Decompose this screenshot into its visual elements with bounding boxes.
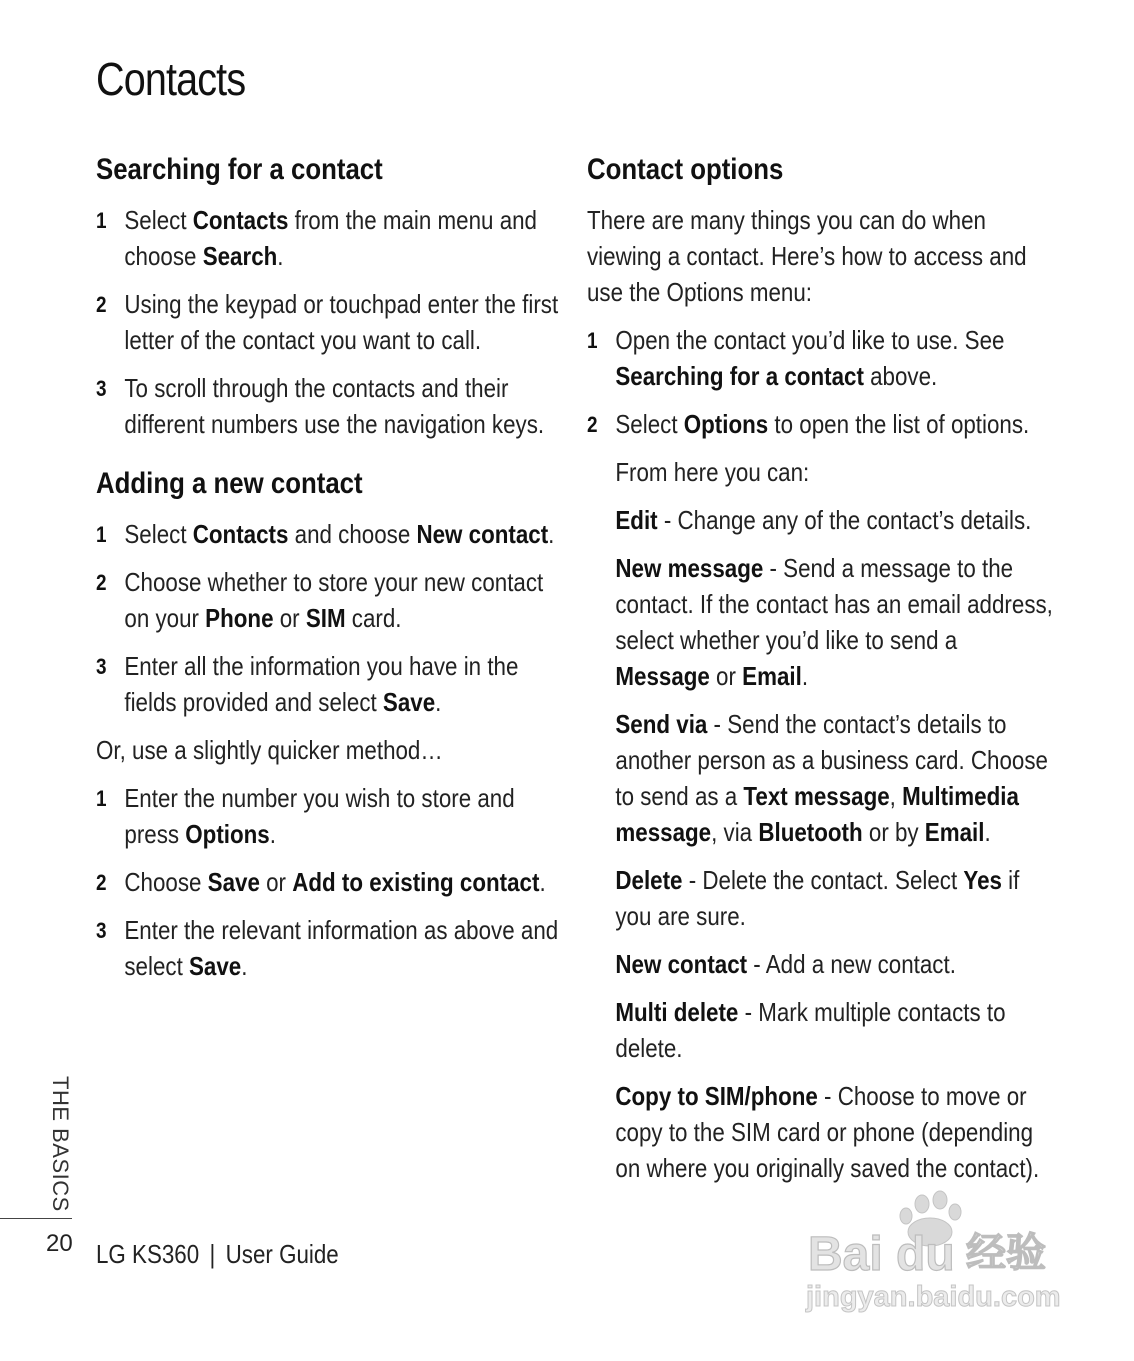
- section-heading: Contact options: [587, 153, 784, 186]
- bold-term: Delete: [615, 865, 683, 895]
- chapter-label: THE BASICS: [48, 1076, 73, 1212]
- step-number: 3: [96, 654, 107, 679]
- bold-term: New contact: [416, 519, 549, 549]
- footer-model: LG KS360: [96, 1239, 200, 1269]
- step-list: [96, 780, 565, 984]
- bold-term: Contacts: [192, 519, 289, 549]
- bold-term: Searching for a contact: [615, 361, 864, 391]
- option-item: New contact - Add a new contact.: [615, 949, 956, 979]
- footer-separator: |: [209, 1239, 216, 1269]
- paw-icon: [915, 1195, 929, 1213]
- bold-term: Text message: [743, 781, 890, 811]
- footer: [96, 1239, 339, 1270]
- list-item: 2 Choose Save or Add to existing contact.: [96, 864, 565, 900]
- step-list: [96, 202, 565, 442]
- section-search: [96, 150, 565, 442]
- list-item: 2 Using the keypad or touchpad enter the first letter of the contact you want to call.: [96, 289, 559, 355]
- step-list: [587, 322, 1056, 442]
- list-item: 1 Select Contacts and choose New contact.: [96, 516, 565, 552]
- option-item: Edit - Change any of the contact’s details.: [615, 505, 1032, 535]
- step-number: 2: [96, 570, 107, 595]
- step-list: [96, 516, 565, 720]
- bold-term: Send via: [615, 709, 708, 739]
- watermark-cn: 经验: [966, 1230, 1046, 1276]
- section-adding: [96, 464, 565, 984]
- bold-term: Bluetooth: [758, 817, 863, 847]
- page-title: Contacts: [96, 53, 246, 105]
- paragraph: From here you can:: [615, 457, 810, 487]
- bold-term: Save: [189, 951, 242, 981]
- bold-term: Contacts: [192, 205, 289, 235]
- step-number: 1: [587, 328, 598, 353]
- bold-term: Options: [683, 409, 769, 439]
- option-item: Multi delete - Mark multiple contacts to delete.: [615, 997, 1006, 1063]
- option-item: Copy to SIM/phone - Choose to move or copy to the SIM card or phone (depending on where you originally saved the contact).: [615, 1081, 1040, 1183]
- bold-term: Save: [207, 867, 260, 897]
- paragraph: Or, use a slightly quicker method…: [96, 735, 443, 765]
- bold-term: Email: [742, 661, 802, 691]
- section-contact-options: [587, 150, 1056, 1186]
- bold-term: Phone: [205, 603, 274, 633]
- bold-term: New contact: [615, 949, 748, 979]
- bold-term: SIM: [305, 603, 346, 633]
- page-number: 20: [46, 1230, 73, 1257]
- left-column: [96, 150, 559, 996]
- watermark-url: jingyan.baidu.com: [806, 1281, 1061, 1313]
- step-number: 1: [96, 522, 107, 547]
- list-item: 1 Enter the number you wish to store and press Options.: [96, 783, 515, 849]
- list-item: 2 Choose whether to store your new contact on your Phone or SIM card.: [96, 567, 544, 633]
- step-number: 3: [96, 376, 107, 401]
- bold-term: Multimedia message: [615, 781, 1019, 847]
- paragraph: There are many things you can do when viewing a contact. Here’s how to access and use the Options menu:: [587, 205, 1027, 307]
- bold-term: Multi delete: [615, 997, 739, 1027]
- bold-term: New message: [615, 553, 764, 583]
- option-list: [587, 502, 1056, 1186]
- bold-term: Yes: [963, 865, 1002, 895]
- right-column: [587, 150, 1057, 1198]
- bold-term: Save: [382, 687, 436, 717]
- option-item: New message - Send a message to the contact. If the contact has an email address, select whether you’d like to send a Message or Email.: [615, 553, 1053, 691]
- option-item: Send via - Send the contact’s details to another person as a business card. Choose to send as a Text message, Multimedia message, via Bluetooth or by Email.: [615, 709, 1048, 847]
- bold-term: Copy to SIM/phone: [615, 1081, 818, 1111]
- list-item: 3 Enter all the information you have in the fields provided and select Save.: [96, 651, 519, 717]
- bold-term: Options: [185, 819, 270, 849]
- section-heading: Searching for a contact: [96, 153, 383, 186]
- list-item: 2 Select Options to open the list of options.: [587, 406, 1056, 442]
- step-number: 1: [96, 786, 107, 811]
- watermark-brand: Bai du: [808, 1228, 955, 1281]
- bold-term: Add to existing contact: [292, 867, 540, 897]
- option-item: Delete - Delete the contact. Select Yes if you are sure.: [615, 865, 1020, 931]
- divider: [0, 1218, 72, 1219]
- list-item: 3 Enter the relevant information as above and select Save.: [96, 915, 559, 981]
- step-number: 1: [96, 208, 107, 233]
- section-heading: Adding a new contact: [96, 467, 363, 500]
- bold-term: Edit: [615, 505, 658, 535]
- bold-term: Email: [924, 817, 985, 847]
- step-number: 2: [587, 412, 598, 437]
- step-number: 2: [96, 292, 107, 317]
- baidu-jingyan-watermark: [800, 1190, 1070, 1320]
- step-number: 2: [96, 870, 107, 895]
- list-item: 3 To scroll through the contacts and their different numbers use the navigation keys.: [96, 373, 545, 439]
- footer-guide: User Guide: [225, 1239, 339, 1269]
- list-item: 1 Select Contacts from the main menu and choose Search.: [96, 205, 538, 271]
- step-number: 3: [96, 918, 107, 943]
- list-item: 1 Open the contact you’d like to use. See Searching for a contact above.: [587, 325, 1005, 391]
- bold-term: Search: [202, 241, 278, 271]
- bold-term: Message: [615, 661, 710, 691]
